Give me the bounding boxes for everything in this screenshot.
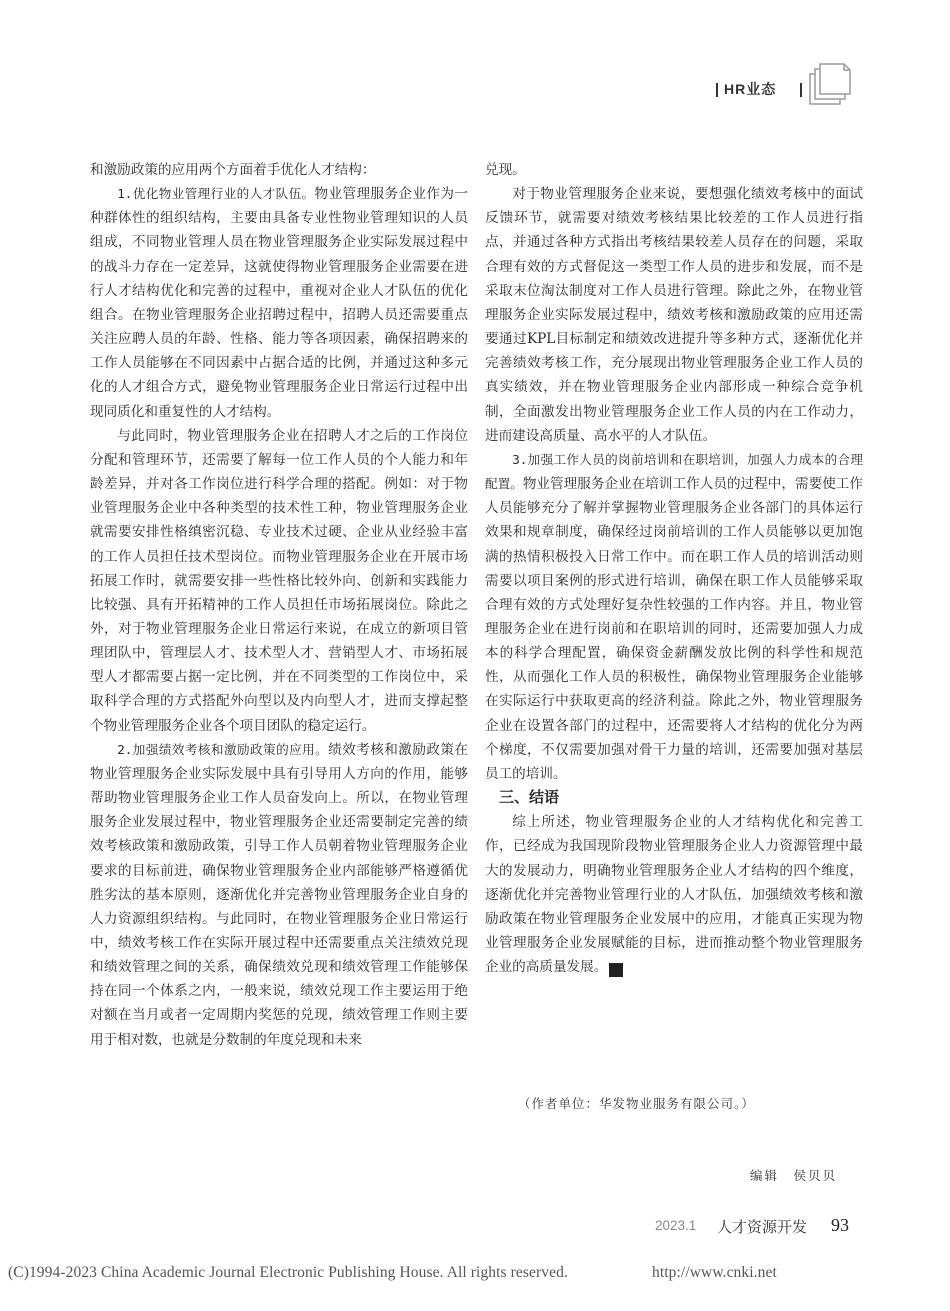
journal-name: 人才资源开发	[717, 1218, 808, 1236]
header-divider-right	[800, 83, 802, 97]
paragraph-text: 兑现。	[485, 162, 526, 178]
cnki-url[interactable]: http://www.cnki.net	[652, 1264, 777, 1281]
paragraph	[485, 182, 863, 448]
paragraph-text: 和激励政策的应用两个方面着手优化人才结构：	[90, 162, 376, 178]
copyright-notice: (C)1994-2023 China Academic Journal Electronic Publishing House. All rights reserved.	[8, 1264, 568, 1281]
paragraph	[485, 810, 863, 979]
paragraph	[90, 424, 468, 738]
header-divider-left	[716, 83, 718, 97]
issue-number: 2023.1	[655, 1218, 697, 1233]
paragraph-text: 综上所述，物业管理服务企业的人才结构优化和完善工作，已经成为我国现阶段物业管理服务企业人力资源管理中最大的发展动力，明确物业管理服务企业人才结构的四个维度，逐渐优化并完善物业管理行业的人才队伍，加强绩效考核和激励政策在物业管理服务企业发展中的应用，才能真正实现为物业管理服务企业发展赋能的目标，进而推动整个物业管理服务企业的高质量发展。	[485, 814, 863, 976]
paragraph-text: 对于物业管理服务企业来说，要想强化绩效考核中的面试反馈环节，就需要对绩效考核结果比较差的工作人员进行指点，并通过各种方式指出考核结果较差人员存在的问题，采取合理有效的方式督促这一类型工作人员的进步和发展，而不是采取末位淘汰制度对工作人员进行管理。除此之外，在物业管理服务企业实际发展过程中，绩效考核和激励政策的应用还需要通过KPL目标制定和绩效改进提升等多种方式，逐渐优化并完善绩效考核工作，充分展现出物业管理服务企业工作人员的真实绩效，并在物业管理服务企业内部形成一种综合竞争机制，全面激发出物业管理服务企业工作人员的内在工作动力，进而建设高质量、高水平的人才队伍。	[485, 186, 863, 444]
section-label: HR业态	[724, 81, 777, 97]
paragraph-lead: 1.优化物业管理行业的人才队伍。	[117, 186, 315, 202]
page-footer	[655, 1215, 855, 1241]
paragraph	[90, 182, 468, 424]
paragraph-text: 物业管理服务企业作为一种群体性的组织结构，主要由具备专业性物业管理知识的人员组成，不同物业管理人员在物业管理服务企业实际发展过程中的战斗力存在一定差异，这就使得物业管理服务企业需要在进行人才结构优化和完善的过程中，重视对企业人才队伍的优化组合。在物业管理服务企业招聘过程中，招聘人员还需要重点关注应聘人员的年龄、性格、能力等各项因素，确保招聘来的工作人员能够在不同因素中占据合适的比例，并通过这种多元化的人才组合方式，避免物业管理服务企业日常运行过程中出现同质化和重复性的人才结构。	[90, 186, 468, 420]
paragraph	[90, 738, 468, 1052]
right-column	[485, 158, 863, 979]
section-heading: 三、结语	[499, 789, 560, 807]
paragraph-text: 绩效考核和激励政策在物业管理服务企业实际发展中具有引导用人方向的作用，能够帮助物业管理服务企业工作人员奋发向上。所以，在物业管理服务企业发展过程中，物业管理服务企业还需要制定完善的绩效考核政策和激励政策，引导工作人员朝着物业管理服务企业要求的目标前进，确保物业管理服务企业内部能够严格遵循优胜劣汰的基本原则，逐渐优化并完善物业管理服务企业自身的人力资源组织结构。与此同时，在物业管理服务企业日常运行中，绩效考核工作在实际开展过程中还需要重点关注绩效兑现和绩效管理之间的关系，确保绩效兑现和绩效管理工作能够保持在同一个体系之内，一般来说，绩效兑现工作主要运用于绝对额在当月或者一定周期内奖惩的兑现，绩效管理工作则主要用于相对数，也就是分数制的年度兑现和未来	[90, 741, 468, 1048]
paragraph	[485, 448, 863, 786]
paragraph-text: 与此同时，物业管理服务企业在招聘人才之后的工作岗位分配和管理环节，还需要了解每一位工作人员的个人能力和年龄差异，并对各工作岗位进行科学合理的搭配。例如：对于物业管理服务企业中各种类型的技术性工种，物业管理服务企业就需要安排性格缜密沉稳、专业技术过硬、企业从业经验丰富的工作人员担任技术型岗位。而物业管理服务企业在开展市场拓展工作时，就需要安排一些性格比较外向、创新和实践能力比较强、具有开拓精神的工作人员担任市场拓展岗位。除此之外，对于物业管理服务企业日常运行来说，在成立的新项目管理团队中，管理层人才、技术型人才、营销型人才、市场拓展型人才都需要占据一定比例，并在不同类型的工作岗位中，采取科学合理的方式搭配外向型以及内向型人才，进而支撑起整个物业管理服务企业各个项目团队的稳定运行。	[90, 427, 468, 734]
left-column	[90, 158, 468, 1052]
paragraph	[485, 158, 863, 182]
editor-credit: 编辑 侯贝贝	[750, 1168, 838, 1183]
page-number: 93	[831, 1215, 849, 1235]
page-header	[700, 70, 930, 110]
end-mark-icon: R	[609, 963, 623, 977]
author-affiliation: （作者单位：华发物业服务有限公司。）	[518, 1096, 755, 1111]
stacked-pages-icon	[808, 60, 852, 108]
paragraph-text: 物业管理服务企业在培训工作人员的过程中，需要使工作人员能够充分了解并掌握物业管理服务企业各部门的具体运行效果和规章制度，确保经过岗前培训的工作人员能够以更加饱满的热情积极投入日常工作中。而在职工作人员的培训活动则需要以项目案例的形式进行培训，确保在职工作人员能够采取合理有效的方式处理好复杂性较强的工作内容。并且，物业管理服务企业在进行岗前和在职培训的同时，还需要加强人力成本的科学合理配置，确保资金薪酬发放比例的科学性和规范性，从而强化工作人员的积极性，确保物业管理服务企业能够在实际运行中获取更高的经济利益。除此之外，物业管理服务企业在设置各部门的过程中，还需要将人才结构的优化分为两个梯度，不仅需要加强对骨干力量的培训，还需要加强对基层员工的培训。	[485, 476, 864, 782]
paragraph	[90, 158, 468, 182]
paragraph-lead: 3.加强工作人员的岗前培训和在职培训，加强人力成本的合理配置。	[485, 451, 863, 492]
paragraph-lead: 2.加强绩效考核和激励政策的应用。	[117, 741, 329, 757]
